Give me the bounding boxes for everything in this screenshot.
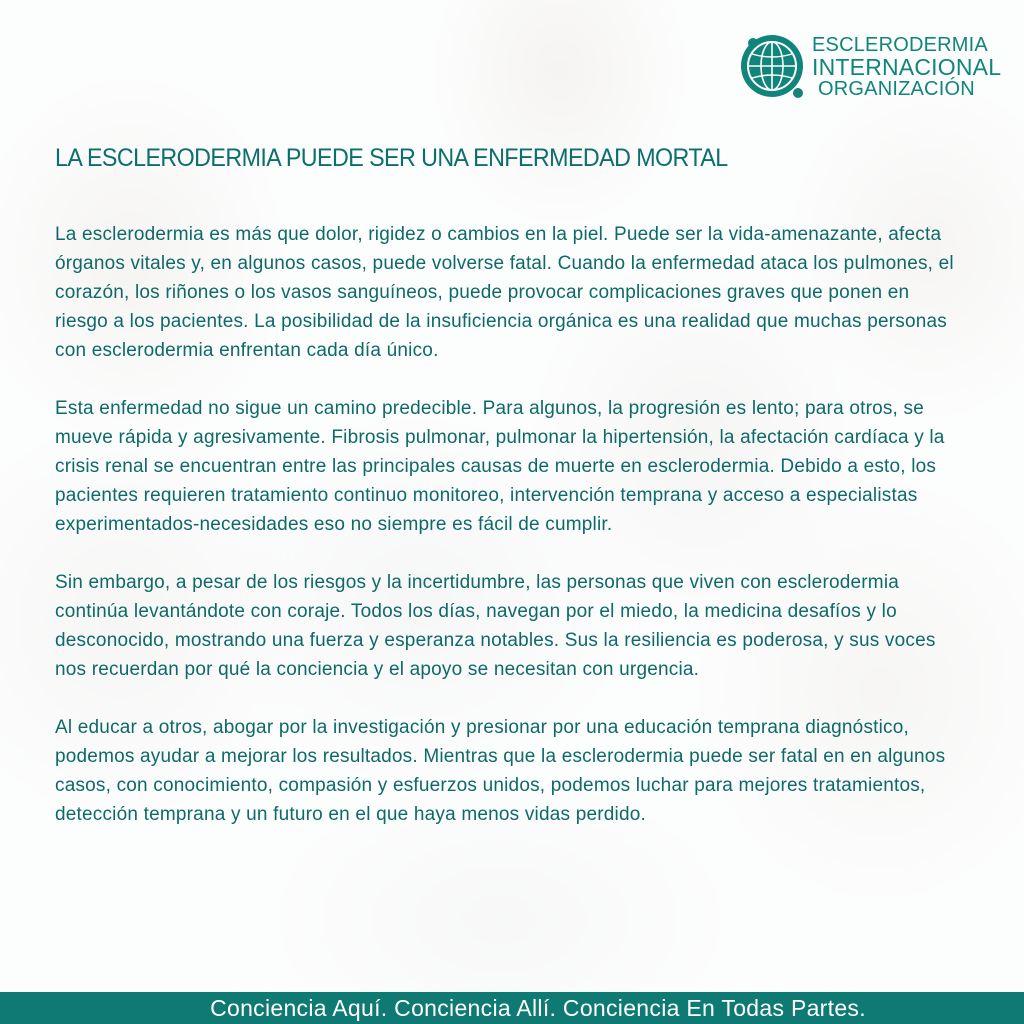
logo-line-1: ESCLERODERMIA — [812, 34, 988, 56]
organization-logo — [738, 30, 1008, 100]
footer-slogan: Conciencia Aquí. Conciencia Allí. Conciencia En Todas Partes. — [210, 995, 866, 1021]
page-title: LA ESCLERODERMIA PUEDE SER UNA ENFERMEDAD MORTAL — [55, 144, 728, 172]
paragraph-2: Esta enfermedad no sigue un camino predecible. Para algunos, la progresión es lento; para otros, se mueve rápida y agresivamente. Fibrosis pulmonar, pulmonar la hipertensión, la afectación cardíaca y la crisis renal se encuentran entre las principales causas de muerte en esclerodermia. Debido a esto, los pacientes requieren tratamiento continuo monitoreo, intervención temprana y acceso a especialistas experimentados-necesidades eso no siempre es fácil de cumplir. — [55, 398, 945, 535]
globe-icon — [738, 32, 808, 102]
paragraph-1: La esclerodermia es más que dolor, rigidez o cambios en la piel. Puede ser la vida-amenazante, afecta órganos vitales y, en algunos casos, puede volverse fatal. Cuando la enfermedad ataca los pulmones, el corazón, los riñones o los vasos sanguíneos, puede provocar complicaciones graves que ponen en riesgo a los pacientes. La posibilidad de la insuficiencia orgánica es una realidad que muchas personas con esclerodermia enfrentan cada día único. — [55, 224, 954, 361]
paragraph-3: Sin embargo, a pesar de los riesgos y la incertidumbre, las personas que viven con esclerodermia continúa levantándote con coraje. Todos los días, navegan por el miedo, la medicina desafíos y lo desconocido, mostrando una fuerza y esperanza notables. Sus la resiliencia es poderosa, y sus voces nos recuerdan por qué la conciencia y el apoyo se necesitan con urgencia. — [55, 572, 936, 680]
logo-line-3: ORGANIZACIÓN — [818, 78, 975, 100]
paragraph-4: Al educar a otros, abogar por la investigación y presionar por una educación temprana diagnóstico, podemos ayudar a mejorar los resultados. Mientras que la esclerodermia puede ser fatal en en algunos casos, con conocimiento, compasión y esfuerzos unidos, podemos luchar para mejores tratamientos, detección temprana y un futuro en el que haya menos vidas perdido. — [55, 717, 946, 825]
footer-banner — [0, 992, 1024, 1024]
article-body — [50, 220, 962, 858]
logo-line-2: INTERNACIONAL — [812, 54, 1002, 80]
